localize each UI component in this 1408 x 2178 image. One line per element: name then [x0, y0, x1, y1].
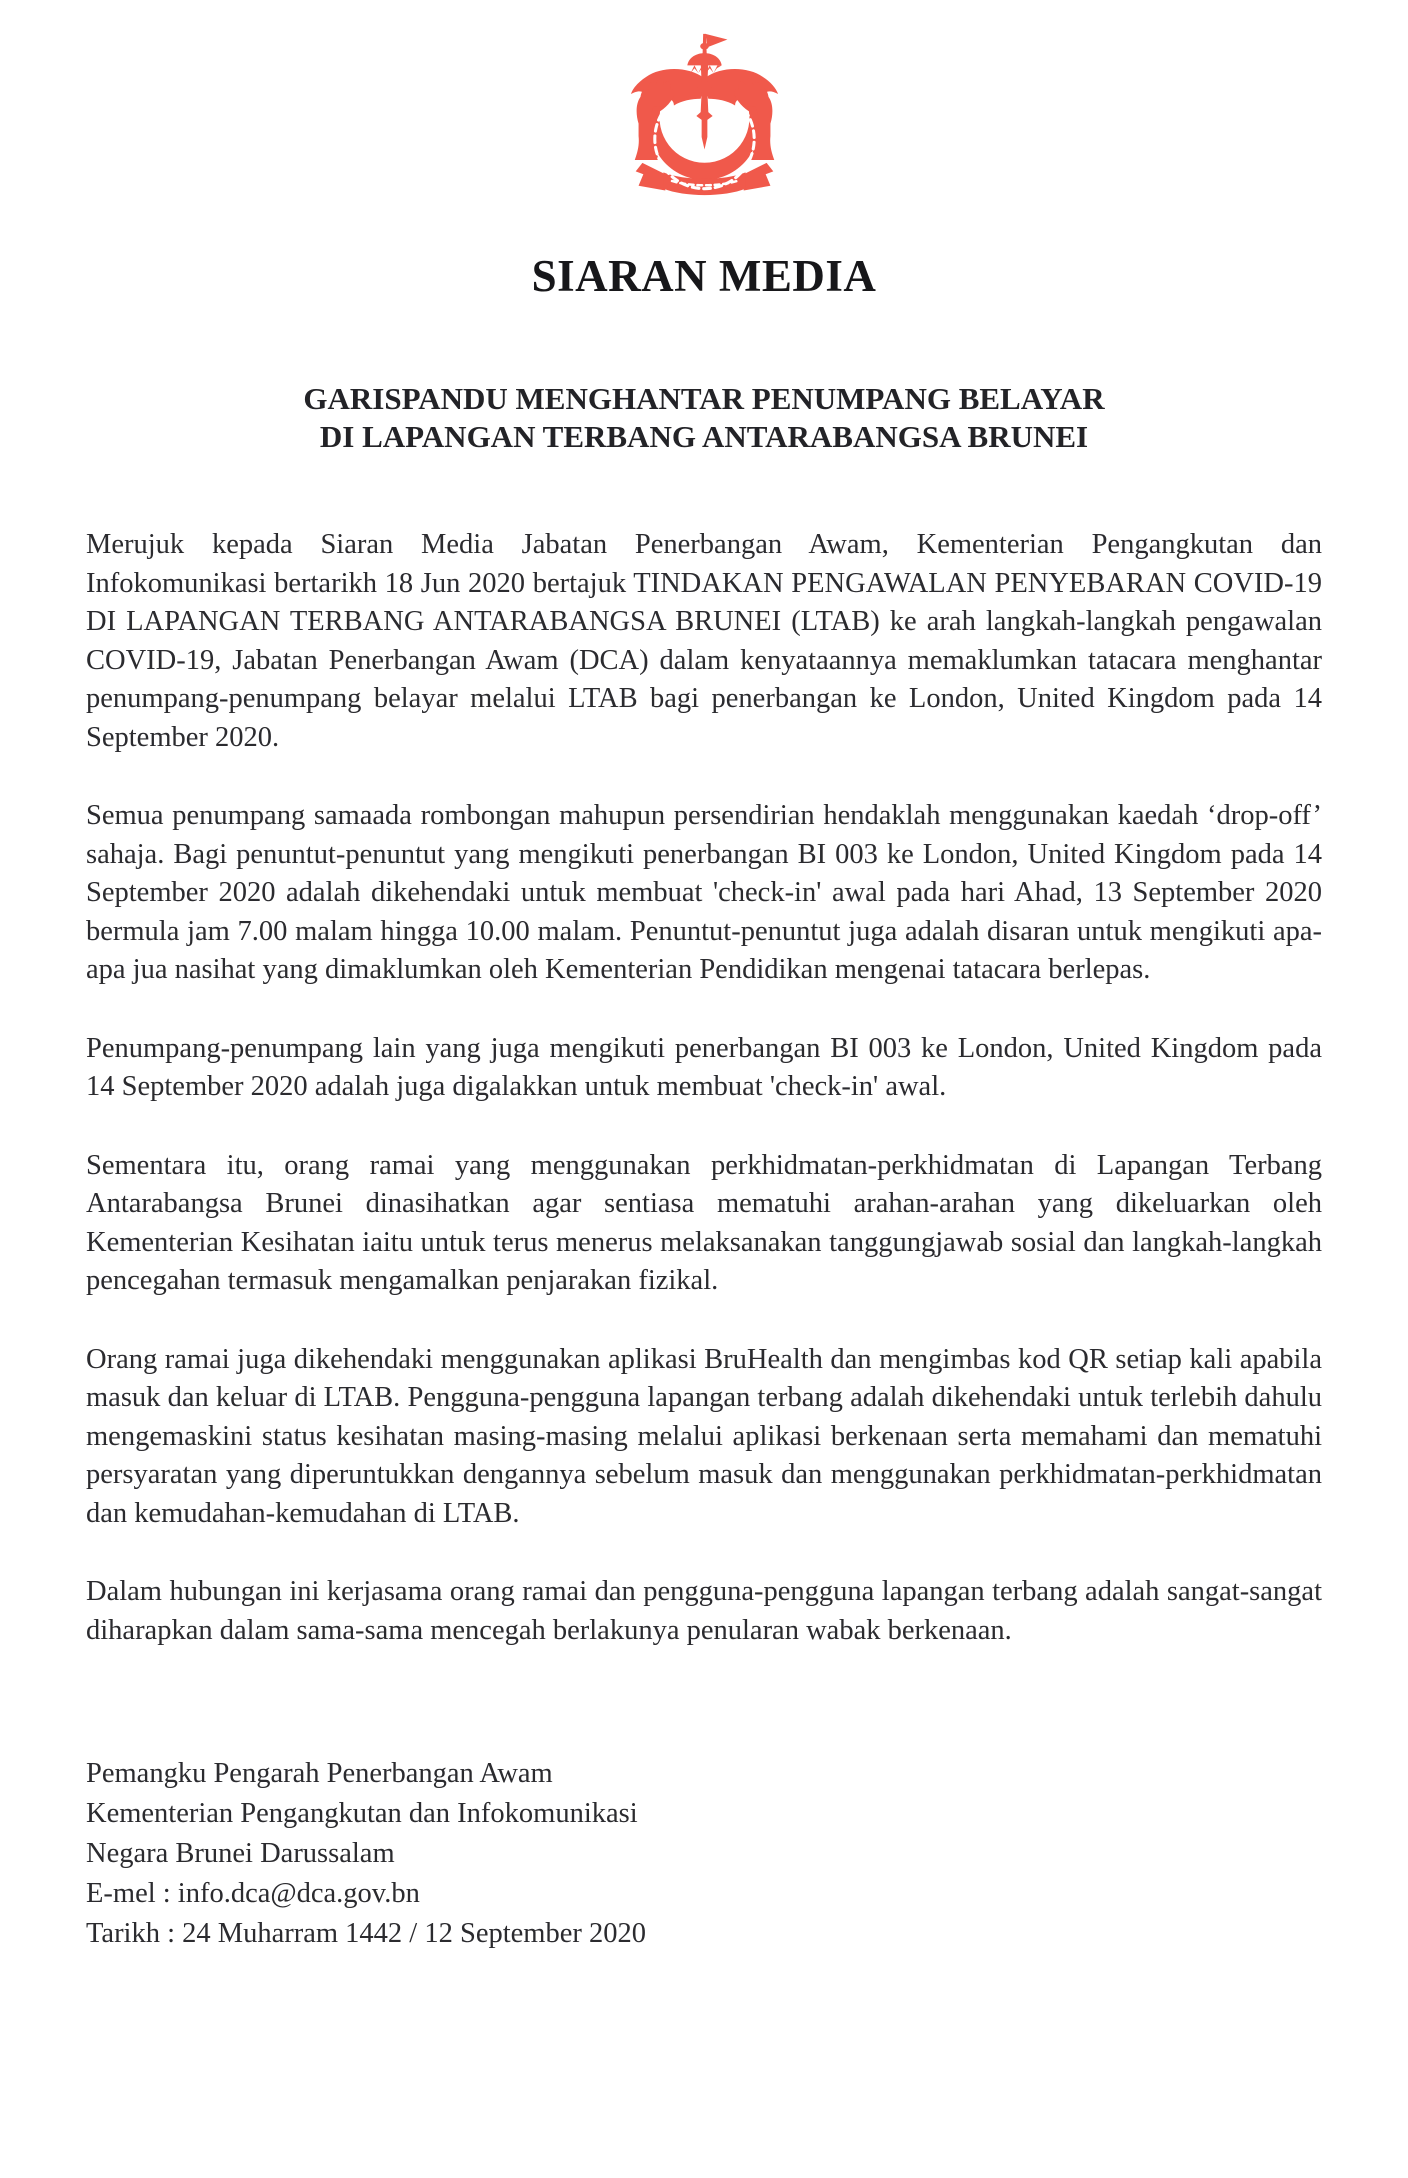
paragraph-cooperation: Dalam hubungan ini kerjasama orang ramai dan pengguna-pengguna lapangan terbang adalah sangat-sangat diharapkan dalam sama-sama mencegah berlakunya penularan wabak berkenaan. — [86, 1576, 1322, 1646]
page-title: SIARAN MEDIA — [531, 251, 877, 301]
signature-date: Tarikh : 24 Muharram 1442 / 12 September 2020 — [86, 1918, 646, 1949]
subtitle-line-2: DI LAPANGAN TERBANG ANTARABANGSA BRUNEI — [319, 419, 1089, 454]
signature-country: Negara Brunei Darussalam — [86, 1838, 395, 1869]
brunei-national-crest-icon — [602, 30, 807, 202]
signature-block — [86, 1754, 1322, 1954]
paragraph-reference: Merujuk kepada Siaran Media Jabatan Penerbangan Awam, Kementerian Pengangkutan dan Infokomunikasi bertarikh 18 Jun 2020 bertajuk TINDAKAN PENGAWALAN PENYEBARAN COVID-19 DI LAPANGAN TERBANG ANTARABANGSA BRUNEI (LTAB) ke arah langkah-langkah pengawalan COVID-19, Jabatan Penerbangan Awam (DCA) dalam kenyataannya memaklumkan tatacara menghantar penumpang-penumpang belayar melalui LTAB bagi penerbangan ke London, United Kingdom pada 14 September 2020. — [86, 529, 1322, 753]
document-body — [86, 526, 1322, 1650]
paragraph-other-passengers: Penumpang-penumpang lain yang juga mengikuti penerbangan BI 003 ke London, United Kingdom pada 14 September 2020 adalah juga digalakkan untuk membuat 'check-in' awal. — [86, 1032, 1322, 1102]
paragraph-bruhealth-qr: Orang ramai juga dikehendaki menggunakan aplikasi BruHealth dan mengimbas kod QR setiap kali apabila masuk dan keluar di LTAB. Pengguna-pengguna lapangan terbang adalah dikehendaki untuk terlebih dahulu mengemaskini status kesihatan masing-masing melalui aplikasi berkenaan serta memahami dan mematuhi persyaratan yang diperuntukkan dengannya sebelum masuk dan menggunakan perkhidmatan-perkhidmatan dan kemudahan-kemudahan di LTAB. — [86, 1343, 1322, 1529]
paragraph-health-directives: Sementara itu, orang ramai yang menggunakan perkhidmatan-perkhidmatan di Lapangan Terbang Antarabangsa Brunei dinasihatkan agar sentiasa mematuhi arahan-arahan yang dikeluarkan oleh Kementerian Kesihatan iaitu untuk terus menerus melaksanakan tanggungjawab sosial dan langkah-langkah pencegahan termasuk mengamalkan penjarakan fizikal. — [86, 1149, 1322, 1296]
paragraph-dropoff-checkin: Semua penumpang samaada rombongan mahupun persendirian hendaklah menggunakan kaedah ‘drop-off’ sahaja. Bagi penuntut-penuntut yang mengikuti penerbangan BI 003 ke London, United Kingdom pada 14 September 2020 adalah dikehendaki untuk membuat 'check-in' awal pada hari Ahad, 13 September 2020 bermula jam 7.00 malam hingga 10.00 malam. Penuntut-penuntut juga adalah disaran untuk mengikuti apa-apa jua nasihat yang dimaklumkan oleh Kementerian Pendidikan mengenai tatacara berlepas. — [86, 800, 1322, 985]
signature-email: E-mel : info.dca@dca.gov.bn — [86, 1878, 420, 1909]
subtitle-line-1: GARISPANDU MENGHANTAR PENUMPANG BELAYAR — [303, 381, 1105, 416]
crest-container — [0, 30, 1408, 202]
document-subtitle — [0, 380, 1408, 456]
signature-role: Pemangku Pengarah Penerbangan Awam — [86, 1758, 553, 1789]
signature-ministry: Kementerian Pengangkutan dan Infokomunikasi — [86, 1798, 638, 1829]
